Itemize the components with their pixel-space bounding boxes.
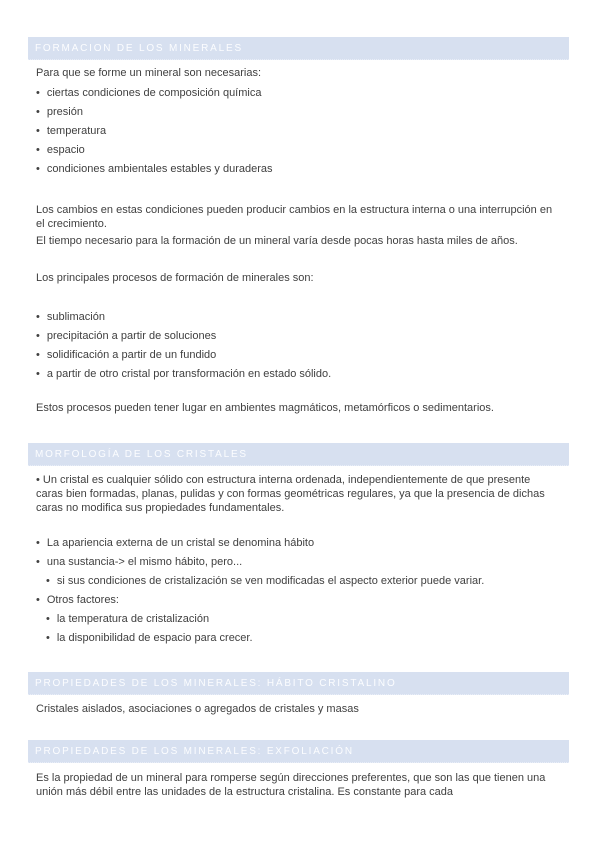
list-habito	[36, 536, 560, 645]
paragraph-cristales-aislados: Cristales aislados, asociaciones o agregados de cristales y masas	[36, 703, 359, 715]
list-item-habito-sub: • la disponibilidad de espacio para crecer.	[46, 631, 560, 645]
list-item-habito: • La apariencia externa de un cristal se denomina hábito	[36, 536, 560, 550]
section-header-habito-cristalino	[28, 672, 569, 695]
list-item-habito-sub: • la temperatura de cristalización	[46, 612, 560, 626]
list-item-proceso: • sublimación	[36, 310, 560, 324]
list-item-habito: • una sustancia-> el mismo hábito, pero...	[36, 555, 560, 569]
list-item-requisito: • condiciones ambientales estables y duraderas	[36, 162, 560, 176]
list-item-habito: • Otros factores:	[36, 593, 560, 607]
list-requisitos	[36, 86, 560, 176]
section-title-morfologia: MORFOLOGÍA DE LOS CRISTALES	[35, 449, 248, 460]
section-header-formacion	[28, 37, 569, 60]
section-header-exfoliacion	[28, 740, 569, 763]
paragraph-tiempo: El tiempo necesario para la formación de un mineral varía desde pocas horas hasta miles de años.	[36, 235, 518, 247]
paragraph-exfoliacion: Es la propiedad de un mineral para romperse según direcciones preferentes, que son las que tienen una unión más débil entre las unidades de la estructura cristalina. Es constante para cada	[36, 772, 546, 798]
list-item-habito-sub: • si sus condiciones de cristalización se ven modificadas el aspecto exterior puede variar.	[46, 574, 560, 588]
paragraph-formacion-intro: Para que se forme un mineral son necesarias:	[36, 67, 262, 79]
list-item-proceso: • precipitación a partir de soluciones	[36, 329, 560, 343]
list-item-requisito: • ciertas condiciones de composición química	[36, 86, 560, 100]
paragraph-procesos-intro: Los principales procesos de formación de minerales son:	[36, 272, 314, 284]
section-title-habito-cristalino: PROPIEDADES DE LOS MINERALES: HÁBITO CRISTALINO	[35, 678, 397, 689]
list-item-requisito: • espacio	[36, 143, 560, 157]
paragraph-definicion-cristal: • Un cristal es cualquier sólido con estructura interna ordenada, independientemente de que presente caras bien formadas, planas, pulidas y con formas geométricas regulares, ya que la presencia de dichas caras no modifica sus propiedades fundamentales.	[36, 473, 560, 515]
list-item-requisito: • presión	[36, 105, 560, 119]
paragraph-cambios: Los cambios en estas condiciones pueden producir cambios en la estructura interna o una interrupción en el crecimiento.	[36, 204, 553, 230]
section-header-morfologia	[28, 443, 569, 466]
section-title-formacion: FORMACION DE LOS MINERALES	[35, 43, 243, 54]
list-item-requisito: • temperatura	[36, 124, 560, 138]
list-item-proceso: • a partir de otro cristal por transformación en estado sólido.	[36, 367, 560, 381]
paragraph-ambientes: Estos procesos pueden tener lugar en ambientes magmáticos, metamórficos o sedimentarios.	[36, 402, 494, 414]
list-item-proceso: • solidificación a partir de un fundido	[36, 348, 560, 362]
section-title-exfoliacion: PROPIEDADES DE LOS MINERALES: EXFOLIACIÓN	[35, 746, 354, 757]
list-procesos	[36, 310, 560, 381]
